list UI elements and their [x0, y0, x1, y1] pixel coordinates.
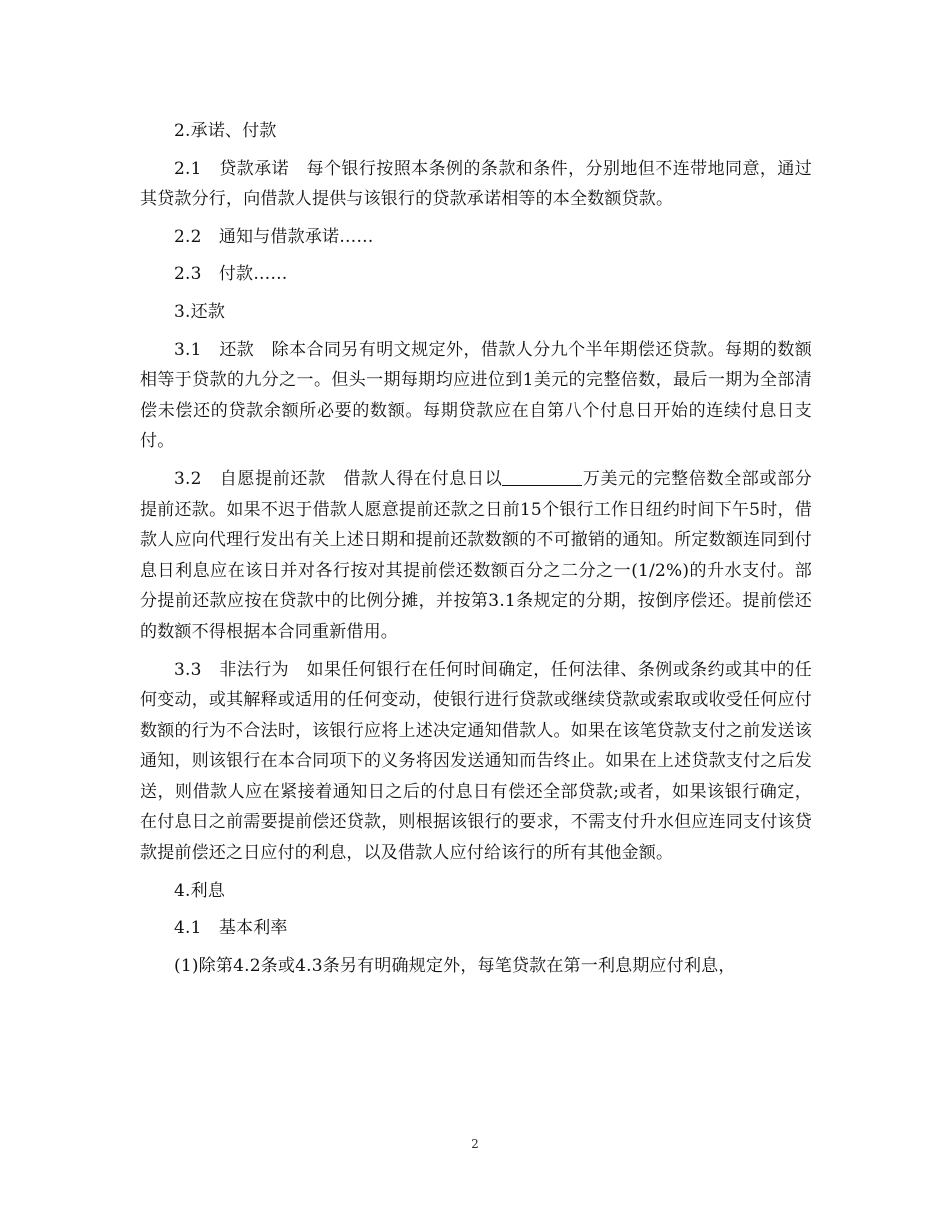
clause-3-1: 3.1 还款 除本合同另有明文规定外，借款人分九个半年期偿还贷款。每期的数额相等于贷款的九分之一。但头一期每期均应进位到1美元的完整倍数，最后一期为全部清偿未偿还的贷款余额所必要的数额。每期贷款应在自第八个付息日开始的连续付息日支付。 [140, 339, 812, 452]
clause-3-2-after: 万美元的完整倍数全部或部分提前还款。如果不迟于借款人愿意提前还款之日前15个银行工作日纽约时间下午5时，借款人应向代理行发出有关上述日期和提前还款数额的不可撤销的通知。所定数额连同到付息日利息应在该日并对各行按对其提前偿还数额百分之二分之一(1/2%)的升水支付。部分提前还款应按在贷款中的比例分摊，并按第3.1条规定的分期，按倒序偿还。提前偿还的数额不得根据本合同重新借用。 [140, 468, 812, 642]
clause-3-2-before: 3.2 自愿提前还款 借款人得在付息日以 [174, 468, 503, 489]
document-body [140, 116, 812, 988]
clause-4-1: 4.1 基本利率 [174, 918, 288, 939]
clause-2-3: 2.3 付款…… [174, 264, 288, 285]
clause-2-1: 2.1 贷款承诺 每个银行按照本条例的条款和条件，分别地但不连带地同意，通过其贷款分行，向借款人提供与该银行的贷款承诺相等的本全数额贷款。 [140, 158, 812, 210]
clause-3-2 [140, 464, 812, 648]
section-heading-2: 2.承诺、付款 [174, 121, 277, 141]
section-heading-4: 4.利息 [174, 880, 226, 901]
page-number: 2 [471, 1137, 479, 1151]
clause-3-3: 3.3 非法行为 如果任何银行在任何时间确定，任何法律、条例或条约或其中的任何变动，或其解释或适用的任何变动，使银行进行贷款或继续贷款或索取或收受任何应付数额的行为不合法时，该银行应将上述决定通知借款人。如果在该笔贷款支付之前发送该通知，则该银行在本合同项下的义务将因发送通知而告终止。如果在上述贷款支付之后发送，则借款人应在紧接着通知日之后的付息日有偿还全部贷款;或者，如果该银行确定，在付息日之前需要提前偿还贷款，则根据该银行的要求，不需支付升水但应连同支付该贷款提前偿还之日应付的利息，以及借款人应付给该行的所有其他金额。 [140, 659, 812, 864]
clause-2-2: 2.2 通知与借款承诺…… [174, 226, 374, 247]
amount-blank [502, 467, 582, 486]
clause-4-1-1: (1)除第4.2条或4.3条另有明确规定外，每笔贷款在第一利息期应付利息， [174, 955, 736, 976]
section-heading-3: 3.还款 [174, 301, 226, 322]
